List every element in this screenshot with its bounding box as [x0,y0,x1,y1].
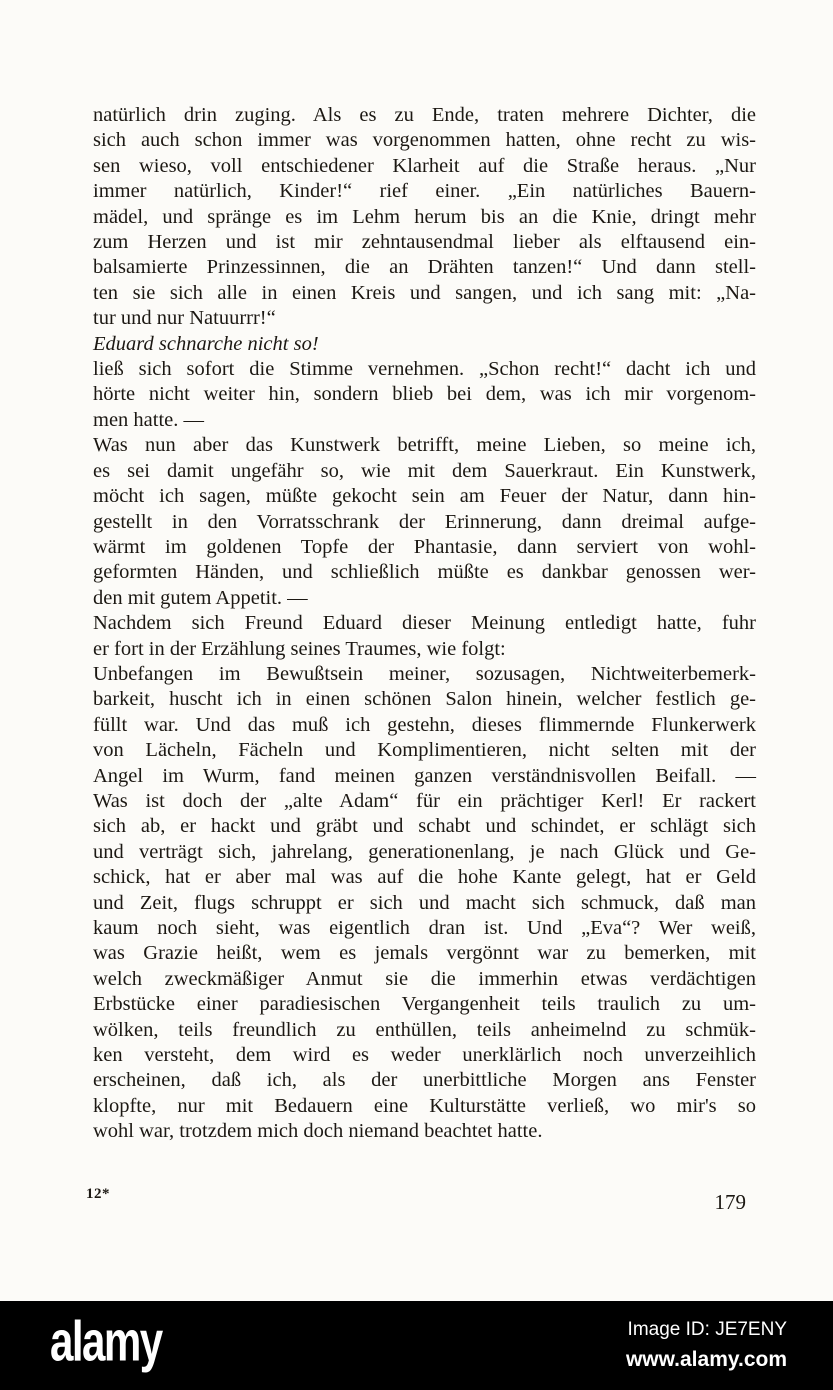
text-line: ließ sich sofort die Stimme vernehmen. „Schon recht!“ dacht ich und [93,358,756,381]
alamy-logo: alamy [50,1309,162,1373]
text-line: Was nun aber das Kunstwerk betrifft, meine Lieben, so meine ich, [93,434,756,457]
text-line: sen wieso, voll entschiedener Klarheit auf die Straße heraus. „Nur [93,154,756,177]
text-line: füllt war. Und das muß ich gestehn, dieses flimmernde Flunkerwerk [93,713,756,736]
text-line: men hatte. — [93,408,205,431]
text-line: barkeit, huscht ich in einen schönen Salon hinein, welcher festlich ge- [93,688,756,711]
text-line: sich auch schon immer was vorgenommen hatten, ohne recht zu wis- [93,129,756,152]
text-line: klopfte, nur mit Bedauern eine Kulturstätte verließ, wo mir's so [93,1094,756,1117]
page-text [93,103,756,1145]
text-line: sich ab, er hackt und gräbt und schabt und schindet, er schlägt sich [93,815,756,838]
text-line: schick, hat er aber mal was auf die hohe Kante gelegt, hat er Geld [93,866,756,889]
text-line: und verträgt sich, jahrelang, generationenlang, je nach Glück und Ge- [93,840,756,863]
text-line: erscheinen, daß ich, als der unerbittliche Morgen ans Fenster [93,1069,756,1092]
image-id-text: Image ID: JE7ENY [627,1319,787,1340]
alamy-url: www.alamy.com [625,1348,787,1371]
text-line: welch zweckmäßiger Anmut sie die immerhin etwas verdächtigen [93,967,756,990]
text-line: Angel im Wurm, fand meinen ganzen verständnisvollen Beifall. — [93,764,756,787]
text-line: Nachdem sich Freund Eduard dieser Meinung entledigt hatte, fuhr [93,612,756,635]
text-line: den mit gutem Appetit. — [93,586,308,609]
text-line: Erbstücke einer paradiesischen Vergangenheit teils traulich zu um- [93,993,756,1016]
text-line: Eduard schnarche nicht so! [93,332,319,355]
text-line: geformten Händen, und schließlich müßte es dankbar genossen wer- [93,561,756,584]
signature-mark: 12* [86,1186,110,1202]
page-number: 179 [714,1190,746,1214]
text-line: wärmt im goldenen Topfe der Phantasie, dann serviert von wohl- [93,535,756,558]
text-line: immer natürlich, Kinder!“ rief einer. „Ein natürliches Bauern- [93,180,756,203]
text-line: balsamierte Prinzessinnen, die an Drähten tanzen!“ Und dann stell- [93,256,756,279]
text-line: zum Herzen und ist mir zehntausendmal lieber als elftausend ein- [93,231,756,254]
text-line: mädel, und spränge es im Lehm herum bis an die Knie, dringt mehr [93,205,756,228]
text-line: von Lächeln, Fächeln und Komplimentieren, nicht selten mit der [93,739,756,762]
text-line: ken versteht, dem wird es weder unerklärlich noch unverzeihlich [93,1044,756,1067]
text-line: natürlich drin zuging. Als es zu Ende, traten mehrere Dichter, die [93,104,756,126]
page-footer [86,1186,746,1215]
text-line: was Grazie heißt, wem es jemals vergönnt war zu bemerken, mit [93,942,756,965]
text-line: kaum noch sieht, was eigentlich dran ist. Und „Eva“? Wer weiß, [93,917,756,939]
text-line: ten sie sich alle in einen Kreis und sangen, und ich sang mit: „Na- [93,281,756,304]
text-line: wohl war, trotzdem mich doch niemand beachtet hatte. [93,1120,543,1143]
text-line: Was ist doch der „alte Adam“ für ein prächtiger Kerl! Er rackert [93,789,756,812]
text-line: Unbefangen im Bewußtsein meiner, sozusagen, Nichtweiterbemerk- [93,662,756,685]
watermark-info [626,1319,787,1372]
text-line: er fort in der Erzählung seines Traumes, wie folgt: [93,637,506,660]
text-line: wölken, teils freundlich zu enthüllen, teils anheimelnd zu schmük- [93,1018,756,1041]
text-line: es sei damit ungefähr so, wie mit dem Sauerkraut. Ein Kunstwerk, [93,459,756,482]
text-line: tur und nur Natuurrr!“ [93,307,276,330]
text-line: gestellt in den Vorratsschrank der Erinnerung, dann dreimal aufge- [93,510,756,533]
text-line: hörte nicht weiter hin, sondern blieb bei dem, was ich mir vorgenom- [93,383,756,406]
watermark-bar [0,1301,833,1390]
text-line: möcht ich sagen, müßte gekocht sein am Feuer der Natur, dann hin- [93,485,756,508]
text-line: und Zeit, flugs schruppt er sich und macht sich schmuck, daß man [93,891,756,914]
